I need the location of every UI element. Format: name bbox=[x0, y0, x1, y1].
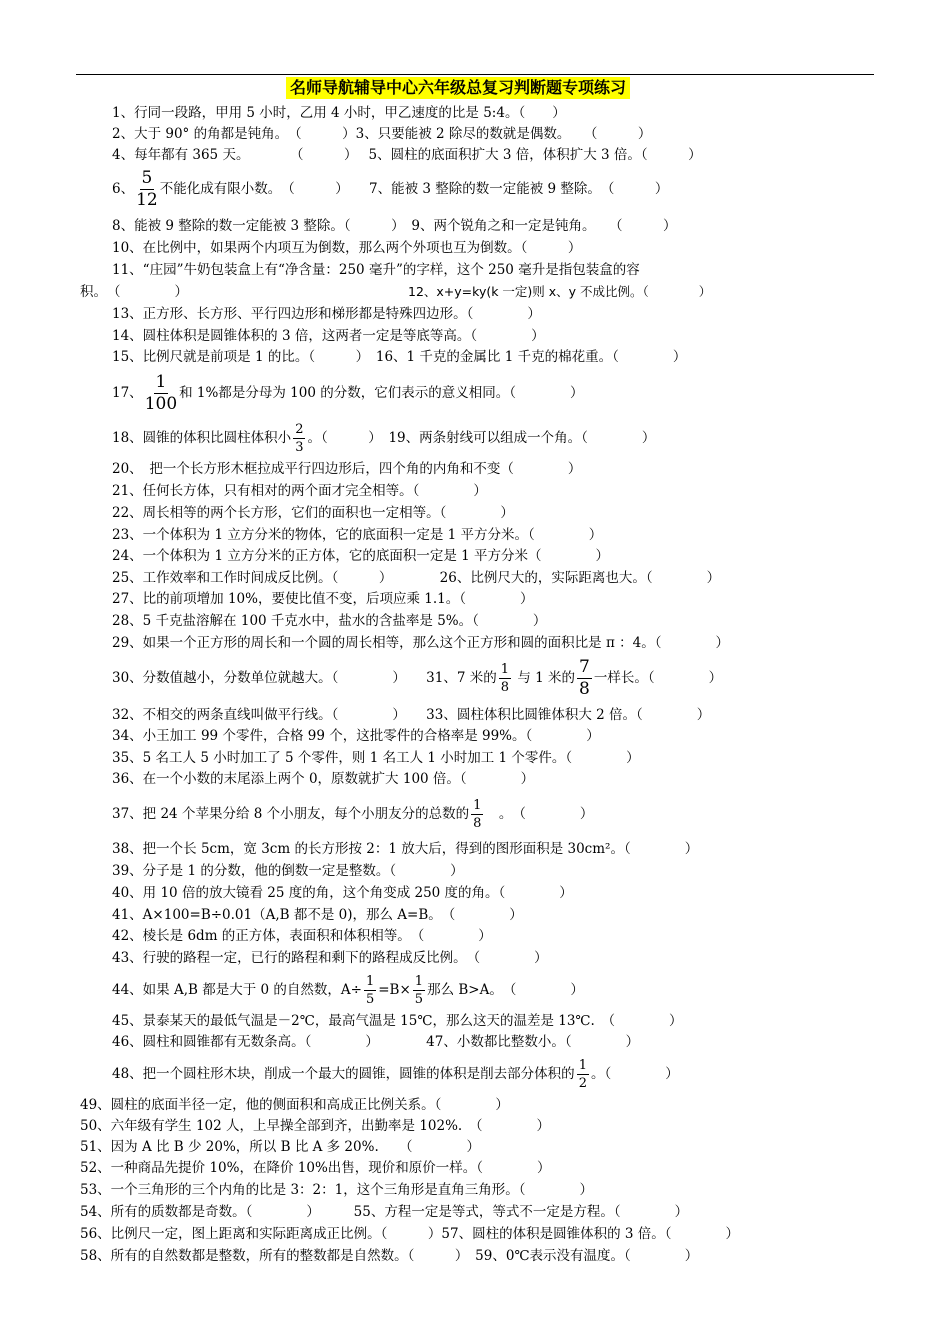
question-24: 24、一个体积为 1 立方分米的正方体，它的底面积一定是 1 平方分米（ ） bbox=[112, 548, 610, 564]
header-rule bbox=[76, 74, 874, 75]
fraction-numerator: 1 bbox=[155, 372, 167, 392]
question-45: 45、景泰某天的最低气温是－2℃，最高气温是 15℃，那么这天的温差是 13℃. （ ） bbox=[112, 1013, 683, 1029]
q37-text: 。 （ ） bbox=[485, 806, 594, 822]
q44-prefix: 44、如果 A,B 都是大于 0 的自然数，A÷ bbox=[112, 982, 362, 998]
question-23: 23、一个体积为 1 立方分米的物体，它的底面积一定是 1 平方分米。（ ） bbox=[112, 527, 603, 543]
question-35: 35、5 名工人 5 小时加工了 5 个零件，则 1 名工人 1 小时加工 1 个零件。（ ） bbox=[112, 750, 640, 766]
q30-middle: 与 1 米的 bbox=[513, 670, 575, 686]
fraction-5-12 bbox=[136, 170, 158, 209]
q6-prefix: 6、 bbox=[112, 181, 135, 197]
q17-text: 和 1%都是分母为 100 的分数，它们表示的意义相同。（ ） bbox=[179, 385, 584, 401]
q18-prefix: 18、圆锥的体积比圆柱体积小 bbox=[112, 430, 292, 446]
question-43: 43、行驶的路程一定，已行的路程和剩下的路程成反比例。 （ ） bbox=[112, 950, 548, 966]
question-17 bbox=[112, 370, 583, 416]
q48-prefix: 48、把一个圆柱形木块，削成一个最大的圆锥，圆锥的体积是削去部分体积的 bbox=[112, 1066, 575, 1082]
question-11-cont: 积。 （ ） bbox=[80, 284, 188, 300]
fraction-numerator: 7 bbox=[579, 657, 590, 677]
q44-text: 那么 B>A。 （ ） bbox=[427, 982, 584, 998]
question-11: 11、“庄园”牛奶包装盒上有“净含量：250 毫升”的字样，这个 250 毫升是指包装盒的容 bbox=[112, 262, 640, 278]
question-42: 42、棱长是 6dm 的正方体，表面积和体积相等。 （ ） bbox=[112, 928, 492, 944]
question-49: 49、圆柱的底面半径一定，他的侧面积和高成正比例关系。（ ） bbox=[80, 1097, 509, 1113]
q44-middle: =B× bbox=[378, 982, 411, 998]
fraction-denominator: 12 bbox=[136, 190, 158, 210]
question-14: 14、圆柱体积是圆锥体积的 3 倍，这两者一定是等底等高。（ ） bbox=[112, 328, 545, 344]
question-13: 13、正方形、长方形、平行四边形和梯形都是特殊四边形。（ ） bbox=[112, 306, 541, 322]
question-40: 40、用 10 倍的放大镜看 25 度的角，这个角变成 250 度的角。（ ） bbox=[112, 885, 573, 901]
fraction-numerator: 2 bbox=[295, 422, 304, 437]
fraction-1-5 bbox=[364, 975, 376, 1006]
question-37 bbox=[112, 794, 593, 834]
question-1: 1、行同一段路，甲用 5 小时，乙用 4 小时，甲乙速度的比是 5:4。（ ） bbox=[112, 105, 566, 121]
question-4-5: 4、每年都有 365 天。 （ ） 5、圆柱的底面积扩大 3 倍，体积扩大 3 倍。（ ） bbox=[112, 147, 702, 163]
fraction-numerator: 1 bbox=[578, 1058, 587, 1073]
fraction-denominator: 3 bbox=[295, 440, 304, 455]
question-28: 28、5 千克盐溶解在 100 千克水中，盐水的含盐率是 5%。（ ） bbox=[112, 613, 547, 629]
question-12: 12、x+y=ky(k 一定)则 x、y 不成比例。（ ） bbox=[408, 284, 712, 299]
fraction-numerator: 1 bbox=[414, 974, 424, 989]
fraction-denominator: 8 bbox=[500, 680, 510, 695]
q17-prefix: 17、 bbox=[112, 385, 143, 401]
question-22: 22、周长相等的两个长方形，它们的面积也一定相等。（ ） bbox=[112, 505, 514, 521]
q6-text: 不能化成有限小数。 （ ） 7、能被 3 整除的数一定能被 9 整除。 （ ） bbox=[159, 181, 669, 197]
question-18-19 bbox=[112, 420, 655, 456]
question-29: 29、如果一个正方形的周长和一个圆的周长相等，那么这个正方形和圆的面积比是 π ：4。（ ） bbox=[112, 635, 729, 651]
fraction-1-8 bbox=[499, 663, 511, 694]
question-48 bbox=[112, 1055, 679, 1093]
fraction-1-2 bbox=[577, 1059, 589, 1090]
fraction-1-8 bbox=[471, 799, 483, 830]
question-51: 51、因为 A 比 B 少 20%，所以 B 比 A 多 20%. （ ） bbox=[80, 1139, 480, 1155]
question-52: 52、一种商品先提价 10%，在降价 10%出售，现价和原价一样。（ ） bbox=[80, 1160, 551, 1176]
fraction-numerator: 1 bbox=[365, 974, 375, 989]
question-32-33: 32、不相交的两条直线叫做平行线。（ ） 33、圆柱体积比圆锥体积大 2 倍。（ ） bbox=[112, 707, 711, 723]
fraction-1-5 bbox=[413, 975, 425, 1006]
question-6-7 bbox=[112, 167, 668, 211]
question-39: 39、分子是 1 的分数，他的倒数一定是整数。（ ） bbox=[112, 863, 464, 879]
question-56-57: 56、比例尺一定，图上距离和实际距离成正比例。（ ）57、圆柱的体积是圆锥体积的 3 倍。（ ） bbox=[80, 1226, 740, 1242]
question-21: 21、任何长方体，只有相对的两个面才完全相等。（ ） bbox=[112, 483, 487, 499]
question-50: 50、六年级有学生 102 人，上早操全部到齐，出勤率是 102%. （ ） bbox=[80, 1118, 550, 1134]
question-34: 34、小王加工 99 个零件，合格 99 个，这批零件的合格率是 99%。（ ） bbox=[112, 728, 600, 744]
question-46-47: 46、圆柱和圆锥都有无数条高。（ ） 47、小数都比整数小。（ ） bbox=[112, 1034, 640, 1050]
q37-prefix: 37、把 24 个苹果分给 8 个小朋友，每个小朋友分的总数的 bbox=[112, 806, 470, 822]
question-8-9: 8、能被 9 整除的数一定能被 3 整除。（ ） 9、两个锐角之和一定是钝角。 （ ） bbox=[112, 218, 677, 234]
fraction-numerator: 5 bbox=[141, 168, 153, 188]
question-30-31 bbox=[112, 655, 722, 701]
question-25-26: 25、工作效率和工作时间成反比例。（ ） 26、比例尺大的，实际距离也大。（ ） bbox=[112, 570, 721, 586]
question-15-16: 15、比例尺就是前项是 1 的比。（ ） 16、1 千克的金属比 1 千克的棉花重。（ ） bbox=[112, 349, 687, 365]
fraction-denominator: 5 bbox=[365, 992, 375, 1007]
q48-text: 。（ ） bbox=[590, 1066, 679, 1082]
question-10: 10、在比例中，如果两个内项互为倒数，那么两个外项也互为倒数。（ ） bbox=[112, 240, 582, 256]
question-38: 38、把一个长 5cm，宽 3cm 的长方形按 2：1 放大后，得到的图形面积是 30cm²。（ ） bbox=[112, 841, 699, 857]
fraction-1-100 bbox=[145, 374, 177, 413]
fraction-denominator: 5 bbox=[414, 992, 424, 1007]
fraction-denominator: 8 bbox=[579, 679, 590, 699]
fraction-2-3 bbox=[293, 423, 305, 454]
page-title: 名师导航辅导中心六年级总复习判断题专项练习 bbox=[286, 77, 630, 99]
question-54-55: 54、所有的质数都是奇数。（ ） 55、方程一定是等式，等式不一定是方程。（ ） bbox=[80, 1204, 689, 1220]
question-44 bbox=[112, 970, 584, 1010]
fraction-denominator: 100 bbox=[144, 394, 178, 414]
question-58-59: 58、所有的自然数都是整数，所有的整数都是自然数。（ ） 59、0℃表示没有温度。（ ） bbox=[80, 1248, 699, 1264]
question-53: 53、一个三角形的三个内角的比是 3：2：1，这个三角形是直角三角形。（ ） bbox=[80, 1182, 593, 1198]
question-27: 27、比的前项增加 10%，要使比值不变，后项应乘 1.1。（ ） bbox=[112, 591, 534, 607]
question-2-3: 2、大于 90° 的角都是钝角。 （ ）3、只要能被 2 除尽的数就是偶数。 （ ） bbox=[112, 126, 652, 142]
q30-text: 一样长。（ ） bbox=[593, 670, 723, 686]
q18-text: 。（ ） 19、两条射线可以组成一个角。（ ） bbox=[307, 430, 656, 446]
fraction-denominator: 8 bbox=[473, 816, 482, 831]
fraction-7-8 bbox=[577, 659, 592, 698]
fraction-denominator: 2 bbox=[578, 1076, 587, 1091]
question-20: 20、 把一个长方形木框拉成平行四边形后，四个角的内角和不变（ ） bbox=[112, 461, 582, 477]
fraction-numerator: 1 bbox=[473, 798, 482, 813]
q30-prefix: 30、分数值越小，分数单位就越大。（ ） 31、7 米的 bbox=[112, 670, 497, 686]
question-36: 36、在一个小数的末尾添上两个 0，原数就扩大 100 倍。（ ） bbox=[112, 771, 535, 787]
fraction-numerator: 1 bbox=[500, 662, 510, 677]
question-41: 41、A×100=B÷0.01（A,B 都不是 0)，那么 A=B。 （ ） bbox=[112, 907, 523, 923]
